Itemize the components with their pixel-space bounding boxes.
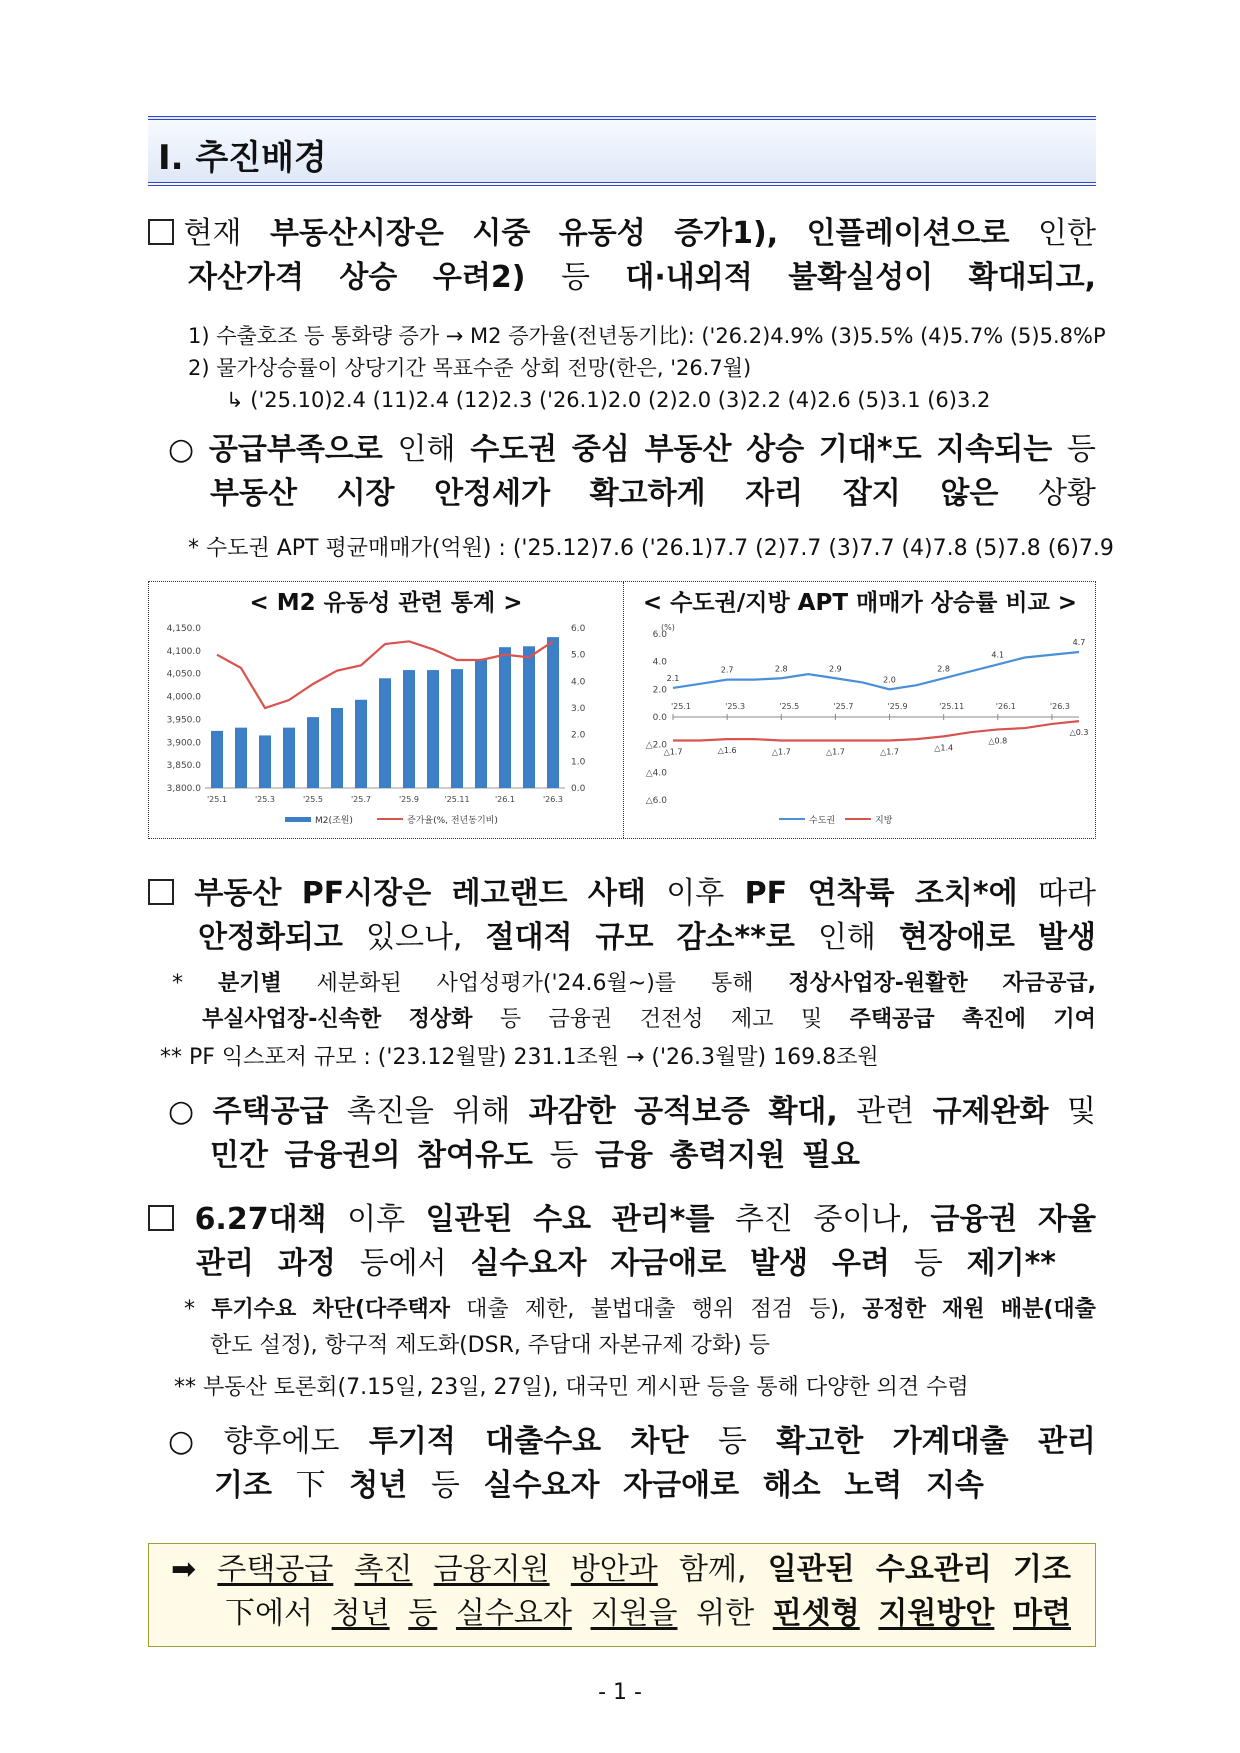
bullet-2-line-1 bbox=[168, 1090, 1096, 1134]
word: 자금공급, bbox=[1002, 971, 1096, 996]
capital-area-line bbox=[673, 652, 1079, 689]
note-line bbox=[172, 966, 1096, 1002]
word: 등 bbox=[430, 1468, 460, 1503]
word: 청년 bbox=[349, 1468, 408, 1503]
conclusion-box bbox=[148, 1543, 1096, 1647]
word: 중이나, bbox=[813, 1202, 910, 1237]
word: 관련 bbox=[856, 1094, 915, 1129]
word: 금융권 bbox=[548, 1007, 613, 1032]
word: 지원을 bbox=[590, 1596, 678, 1631]
page-number: - 1 - bbox=[598, 1680, 642, 1705]
word: 등 bbox=[549, 1138, 579, 1173]
x-tick-label: '25.5 bbox=[302, 795, 324, 804]
y-tick: 0.0 bbox=[652, 713, 667, 723]
x-tick-label: '25.3 bbox=[254, 795, 276, 804]
paragraph-2-note-2: ** PF 익스포저 규모 : ('23.12월말) 231.1조원 → ('26.3월말) 169.8조원 bbox=[160, 1045, 879, 1070]
word: 지원방안 bbox=[878, 1596, 995, 1631]
data-label: △1.7 bbox=[771, 747, 791, 757]
word: 절대적 bbox=[485, 920, 573, 955]
word: 下 bbox=[295, 1468, 326, 1503]
word: 관리*를 bbox=[611, 1202, 715, 1237]
word: 촉진에 bbox=[962, 1007, 1026, 1032]
word: 주택공급 bbox=[849, 1007, 935, 1032]
word: * bbox=[172, 971, 183, 996]
word: 청년 bbox=[331, 1596, 390, 1631]
word: 상승 bbox=[339, 260, 398, 295]
y-tick-left: 3,900.0 bbox=[166, 738, 201, 749]
y-tick-right: 4.0 bbox=[571, 677, 586, 688]
data-label: 4.1 bbox=[991, 650, 1005, 660]
legend-swatch-bar bbox=[285, 817, 311, 822]
word: 관리 bbox=[1037, 1424, 1096, 1459]
word: 부동산 bbox=[194, 876, 282, 911]
bar bbox=[211, 731, 223, 788]
word: 안정세가 bbox=[434, 476, 551, 511]
y-tick: 4.0 bbox=[652, 657, 667, 668]
y-tick-left: 4,050.0 bbox=[166, 669, 201, 680]
word: 이후 bbox=[666, 876, 725, 911]
x-tick-label: '25.7 bbox=[350, 795, 372, 804]
bullet-3-line-1 bbox=[168, 1420, 1096, 1464]
y-tick-left: 3,850.0 bbox=[166, 761, 201, 772]
word: 건전성 bbox=[639, 1007, 704, 1032]
word: 실수요자 bbox=[470, 1246, 587, 1281]
bullet-3-line-2 bbox=[214, 1464, 984, 1508]
chart-2-title: < 수도권/지방 APT 매매가 상승률 비교 > bbox=[642, 590, 1078, 616]
word: 노력 bbox=[844, 1468, 903, 1503]
box-marker bbox=[148, 1198, 174, 1242]
x-tick-label: '25.7 bbox=[833, 702, 854, 711]
y-tick: △4.0 bbox=[645, 768, 667, 779]
data-label: 2.9 bbox=[829, 664, 842, 674]
word: 공급부족으로 bbox=[208, 432, 383, 467]
y-axis-unit: (%) bbox=[661, 623, 675, 632]
word: 확고하게 bbox=[589, 476, 706, 511]
word: 안정화되고 bbox=[198, 920, 343, 955]
bar bbox=[451, 669, 463, 788]
word: 레고랜드 bbox=[451, 876, 568, 911]
circle-marker: ○ bbox=[168, 1094, 195, 1129]
word: 등), bbox=[809, 1297, 846, 1322]
bullet-1-note: * 수도권 APT 평균매매가(억원) : ('25.12)7.6 ('26.1)7.7 (2)7.7 (3)7.7 (4)7.8 (5)7.8 (6)7.9 bbox=[188, 536, 1114, 561]
apt-price-chart bbox=[629, 620, 1091, 834]
y-tick: 2.0 bbox=[652, 685, 667, 696]
word: 주택공급 bbox=[212, 1094, 329, 1129]
word: 대·내외적 bbox=[625, 260, 753, 295]
bar bbox=[475, 660, 487, 788]
word: 인한 bbox=[1037, 216, 1096, 251]
word: 일관된 bbox=[767, 1552, 855, 1587]
bar bbox=[379, 678, 391, 788]
word: 점검 bbox=[750, 1297, 793, 1322]
word: 확대되고, bbox=[968, 260, 1096, 295]
word: 인해 bbox=[397, 432, 456, 467]
word: 우려 bbox=[831, 1246, 890, 1281]
data-label: △1.7 bbox=[663, 747, 683, 757]
word: 차단(다주택자 bbox=[312, 1297, 450, 1322]
word: 감소**로 bbox=[676, 920, 795, 955]
circle-marker: ○ bbox=[168, 432, 195, 467]
bar bbox=[259, 735, 271, 788]
word: 등에서 bbox=[359, 1246, 447, 1281]
bar bbox=[307, 717, 319, 788]
bar bbox=[499, 647, 511, 788]
word: 자율 bbox=[1037, 1202, 1096, 1237]
word: 인플레이션으로 bbox=[806, 216, 1010, 251]
legend-label: 지방 bbox=[875, 816, 893, 826]
word: 필요 bbox=[801, 1138, 860, 1173]
word: 등 bbox=[499, 1007, 522, 1032]
data-label: 2.1 bbox=[666, 673, 680, 683]
word: 증가1), bbox=[674, 216, 779, 251]
conclusion-text bbox=[171, 1548, 1071, 1636]
word: 공정한 bbox=[862, 1297, 926, 1322]
conclusion-line-1 bbox=[171, 1548, 1071, 1592]
data-label: 2.8 bbox=[774, 664, 788, 674]
paragraph-3-note-1 bbox=[184, 1292, 1096, 1364]
word: 차단 bbox=[630, 1424, 689, 1459]
paragraph-3-line-1 bbox=[148, 1198, 1096, 1242]
footnote-1: 1) 수출호조 등 통화량 증가 → M2 증가율(전년동기比): ('26.2)4.9% (3)5.5% (4)5.7% (5)5.8%P bbox=[188, 324, 1106, 348]
paragraph-3-line-2 bbox=[196, 1242, 1056, 1286]
x-tick-label: '25.1 bbox=[206, 795, 228, 804]
word: 부실사업장-신속한 bbox=[202, 1007, 382, 1032]
bullet-1 bbox=[168, 428, 1096, 516]
word: 대출수요 bbox=[485, 1424, 602, 1459]
word: 시중 bbox=[472, 216, 531, 251]
bar bbox=[235, 728, 247, 788]
legend-label: 수도권 bbox=[809, 816, 836, 826]
word: 부동산시장은 bbox=[269, 216, 444, 251]
word: 확대, bbox=[768, 1094, 838, 1129]
x-tick-label: '26.3 bbox=[542, 795, 564, 804]
section-title: Ⅰ. 추진배경 bbox=[158, 138, 327, 178]
paragraph-1-line-2 bbox=[188, 256, 1096, 300]
word: 촉진을 bbox=[346, 1094, 434, 1129]
word: 상승 bbox=[746, 432, 805, 467]
word: 금융권의 bbox=[284, 1138, 401, 1173]
bullet-1-line-1 bbox=[168, 428, 1096, 472]
paragraph-2-line-2 bbox=[198, 916, 1096, 960]
x-tick-label: '25.3 bbox=[725, 702, 746, 711]
data-label: △1.7 bbox=[880, 747, 899, 757]
y-tick: 6.0 bbox=[652, 630, 667, 640]
chart-1-title: < M2 유동성 관련 통계 > bbox=[249, 590, 523, 616]
word: 실수요자 bbox=[483, 1468, 600, 1503]
note-line bbox=[202, 1002, 1096, 1038]
x-tick-label: '25.9 bbox=[887, 702, 908, 711]
y-tick-right: 0.0 bbox=[571, 784, 586, 794]
word: 해소 bbox=[762, 1468, 821, 1503]
legend-label: M2(조원) bbox=[315, 816, 353, 826]
word: 등 bbox=[913, 1246, 943, 1281]
word: 자금애로 bbox=[623, 1468, 740, 1503]
m2-chart bbox=[155, 620, 617, 834]
word: 등 bbox=[717, 1424, 747, 1459]
data-label: 2.7 bbox=[720, 665, 734, 675]
x-tick-label: '25.9 bbox=[398, 795, 420, 804]
word: 대출 bbox=[466, 1297, 509, 1322]
word: 재원 bbox=[942, 1297, 985, 1322]
bullet-3 bbox=[168, 1420, 1096, 1508]
word: 지속 bbox=[925, 1468, 984, 1503]
word: 공적보증 bbox=[634, 1094, 751, 1129]
word: 배분(대출 bbox=[1000, 1297, 1096, 1322]
word: 수요 bbox=[533, 1202, 592, 1237]
word: 향후에도 bbox=[223, 1424, 340, 1459]
data-label: △1.6 bbox=[717, 746, 737, 756]
paragraph-1-line-1 bbox=[148, 212, 1096, 256]
y-tick-right: 5.0 bbox=[571, 650, 586, 661]
word: 민간 bbox=[210, 1138, 268, 1173]
word: 자리 bbox=[745, 476, 804, 511]
y-tick-right: 6.0 bbox=[571, 624, 586, 634]
word: 등 bbox=[1066, 432, 1096, 467]
word: 제한, bbox=[524, 1297, 575, 1322]
word: 규제완화 bbox=[932, 1094, 1049, 1129]
word: 등 bbox=[408, 1596, 438, 1631]
word: 가계대출 bbox=[892, 1424, 1009, 1459]
x-tick-label: '26.1 bbox=[995, 702, 1016, 711]
y-tick-right: 1.0 bbox=[571, 757, 586, 768]
word: 투기수요 bbox=[211, 1297, 297, 1322]
word: 기대*도 bbox=[818, 432, 922, 467]
word: 불법대출 bbox=[590, 1297, 676, 1322]
x-tick-label: '25.1 bbox=[670, 702, 692, 711]
word: 유동성 bbox=[558, 216, 646, 251]
word: 현장애로 bbox=[898, 920, 1015, 955]
bullet-1-line-2 bbox=[210, 472, 1096, 516]
word: 통해 bbox=[711, 971, 754, 996]
word: 불확실성이 bbox=[788, 260, 934, 295]
word: 잡지 bbox=[842, 476, 901, 511]
word: 사업성평가('24.6월~)를 bbox=[436, 971, 677, 996]
word: 추진 bbox=[734, 1202, 793, 1237]
word: 자산가격 bbox=[188, 260, 304, 295]
word: 지속되는 bbox=[936, 432, 1053, 467]
y-tick-left: 4,150.0 bbox=[166, 624, 201, 634]
word: 촉진 bbox=[354, 1552, 413, 1587]
word: 6.27대책 bbox=[194, 1202, 327, 1237]
word: 자금애로 bbox=[610, 1246, 727, 1281]
word: 않은 bbox=[940, 476, 999, 511]
x-tick-label: '26.3 bbox=[1049, 702, 1070, 711]
section-header bbox=[148, 116, 1096, 186]
x-tick-label: '26.1 bbox=[494, 795, 516, 804]
word: 행위 bbox=[691, 1297, 735, 1322]
word: 부동산 bbox=[644, 432, 732, 467]
word: 이후 bbox=[347, 1202, 406, 1237]
chart-panel bbox=[148, 581, 1096, 839]
paragraph-2-note-1 bbox=[172, 966, 1096, 1038]
x-tick-label: '25.5 bbox=[779, 702, 800, 711]
region-line bbox=[673, 721, 1079, 740]
word: 정상사업장-원활한 bbox=[788, 971, 968, 996]
word: 중심 bbox=[571, 432, 630, 467]
paragraph-1 bbox=[148, 212, 1096, 300]
word: 시장 bbox=[336, 476, 395, 511]
y-tick-right: 2.0 bbox=[571, 730, 586, 741]
word: 규모 bbox=[595, 920, 654, 955]
word: 과감한 bbox=[528, 1094, 616, 1129]
word: * bbox=[184, 1297, 195, 1322]
word: 금융지원 bbox=[433, 1552, 550, 1587]
word: 수요관리 bbox=[875, 1552, 992, 1587]
word: 분기별 bbox=[217, 971, 282, 996]
word: PF시장은 bbox=[301, 876, 432, 911]
conclusion-line-2 bbox=[225, 1592, 1071, 1636]
y-tick-right: 3.0 bbox=[571, 704, 586, 714]
bar bbox=[283, 728, 295, 788]
word: 핀셋형 bbox=[772, 1596, 860, 1631]
paragraph-2-line-1 bbox=[148, 872, 1096, 916]
word: 및 bbox=[1066, 1094, 1096, 1129]
word: 위한 bbox=[696, 1596, 755, 1631]
paragraph-3-note-2: ** 부동산 토론회(7.15일, 23일, 27일), 대국민 게시판 등을 통해 다양한 의견 수렴 bbox=[174, 1375, 969, 1400]
x-tick-label: '25.11 bbox=[444, 795, 470, 804]
word: 조치*에 bbox=[914, 876, 1018, 911]
word: 연착륙 bbox=[807, 876, 895, 911]
paragraph-3 bbox=[148, 1198, 1096, 1286]
word: 실수요자 bbox=[455, 1596, 572, 1631]
y-tick: △6.0 bbox=[645, 796, 667, 806]
word: 총력지원 bbox=[669, 1138, 786, 1173]
y-tick-left: 3,950.0 bbox=[166, 715, 201, 726]
word: PF bbox=[744, 876, 788, 911]
bar bbox=[331, 708, 343, 788]
word: 참여유도 bbox=[416, 1138, 533, 1173]
word: 수도권 bbox=[470, 432, 558, 467]
word: 下에서 bbox=[225, 1596, 313, 1631]
word: 관리 bbox=[196, 1246, 254, 1281]
footnote-2: 2) 물가상승률이 상당기간 목표수준 상회 전망(한은, '26.7월) bbox=[188, 356, 752, 380]
bullet-2 bbox=[168, 1090, 1096, 1178]
word: 따라 bbox=[1037, 876, 1096, 911]
arrow-right-icon: ➡ bbox=[171, 1552, 197, 1587]
word: 인해 bbox=[817, 920, 876, 955]
word: 마련 bbox=[1013, 1596, 1071, 1631]
y-tick-left: 4,000.0 bbox=[166, 692, 201, 703]
word: 기조 bbox=[214, 1468, 272, 1503]
word: 금융권 bbox=[930, 1202, 1018, 1237]
footnote-2-detail: ↳ ('25.10)2.4 (11)2.4 (12)2.3 ('26.1)2.0 (2)2.0 (3)2.2 (4)2.6 (5)3.1 (6)3.2 bbox=[226, 388, 991, 412]
word: 기여 bbox=[1053, 1007, 1096, 1032]
word: 있으나, bbox=[365, 920, 463, 955]
data-label: 2.0 bbox=[883, 675, 896, 685]
y-tick-left: 4,100.0 bbox=[166, 646, 201, 657]
x-tick-label: '25.11 bbox=[939, 702, 965, 711]
word: 기조 bbox=[1013, 1552, 1071, 1587]
word: 발생 bbox=[750, 1246, 809, 1281]
word: 제고 bbox=[730, 1007, 774, 1032]
bar bbox=[523, 646, 535, 788]
word: 상황 bbox=[1037, 476, 1096, 511]
word: 함께, bbox=[679, 1552, 747, 1587]
word: 금융 bbox=[594, 1138, 653, 1173]
word: 일관된 bbox=[425, 1202, 513, 1237]
word: 우려2) bbox=[432, 260, 526, 295]
data-label: △1.7 bbox=[825, 747, 845, 757]
word: 발생 bbox=[1037, 920, 1096, 955]
box-marker bbox=[148, 872, 174, 916]
box-marker: 현재 bbox=[148, 212, 242, 256]
word: 과정 bbox=[277, 1246, 336, 1281]
data-label: 4.7 bbox=[1072, 637, 1086, 647]
word: 사태 bbox=[587, 876, 646, 911]
word: 확고한 bbox=[776, 1424, 864, 1459]
circle-marker: ○ bbox=[168, 1424, 195, 1459]
note-line bbox=[184, 1292, 1096, 1328]
legend-label: 증가율(%, 전년동기비) bbox=[407, 816, 498, 826]
word: 세분화된 bbox=[316, 971, 402, 996]
data-label: △1.4 bbox=[934, 743, 954, 753]
word: 위해 bbox=[452, 1094, 511, 1129]
bar bbox=[427, 670, 439, 788]
word: 투기적 bbox=[368, 1424, 456, 1459]
bar bbox=[355, 700, 367, 788]
bar bbox=[403, 670, 415, 788]
word: 제기** bbox=[966, 1246, 1056, 1281]
word: 등 bbox=[560, 260, 590, 295]
word: 부동산 bbox=[210, 476, 297, 511]
word: 방안과 bbox=[570, 1552, 658, 1587]
data-label: △0.8 bbox=[988, 736, 1008, 746]
bullet-2-line-2 bbox=[210, 1134, 860, 1178]
word: 정상화 bbox=[408, 1007, 473, 1032]
data-label: △0.3 bbox=[1069, 728, 1089, 738]
y-tick-left: 3,800.0 bbox=[166, 784, 201, 794]
y-tick: △2.0 bbox=[645, 740, 667, 751]
paragraph-2 bbox=[148, 872, 1096, 960]
bar bbox=[547, 637, 559, 788]
note-line: 한도 설정), 항구적 제도화(DSR, 주담대 자본규제 강화) 등 bbox=[210, 1333, 770, 1358]
data-label: 2.8 bbox=[937, 664, 951, 674]
word: 주택공급 bbox=[217, 1552, 334, 1587]
word: 및 bbox=[800, 1007, 823, 1032]
